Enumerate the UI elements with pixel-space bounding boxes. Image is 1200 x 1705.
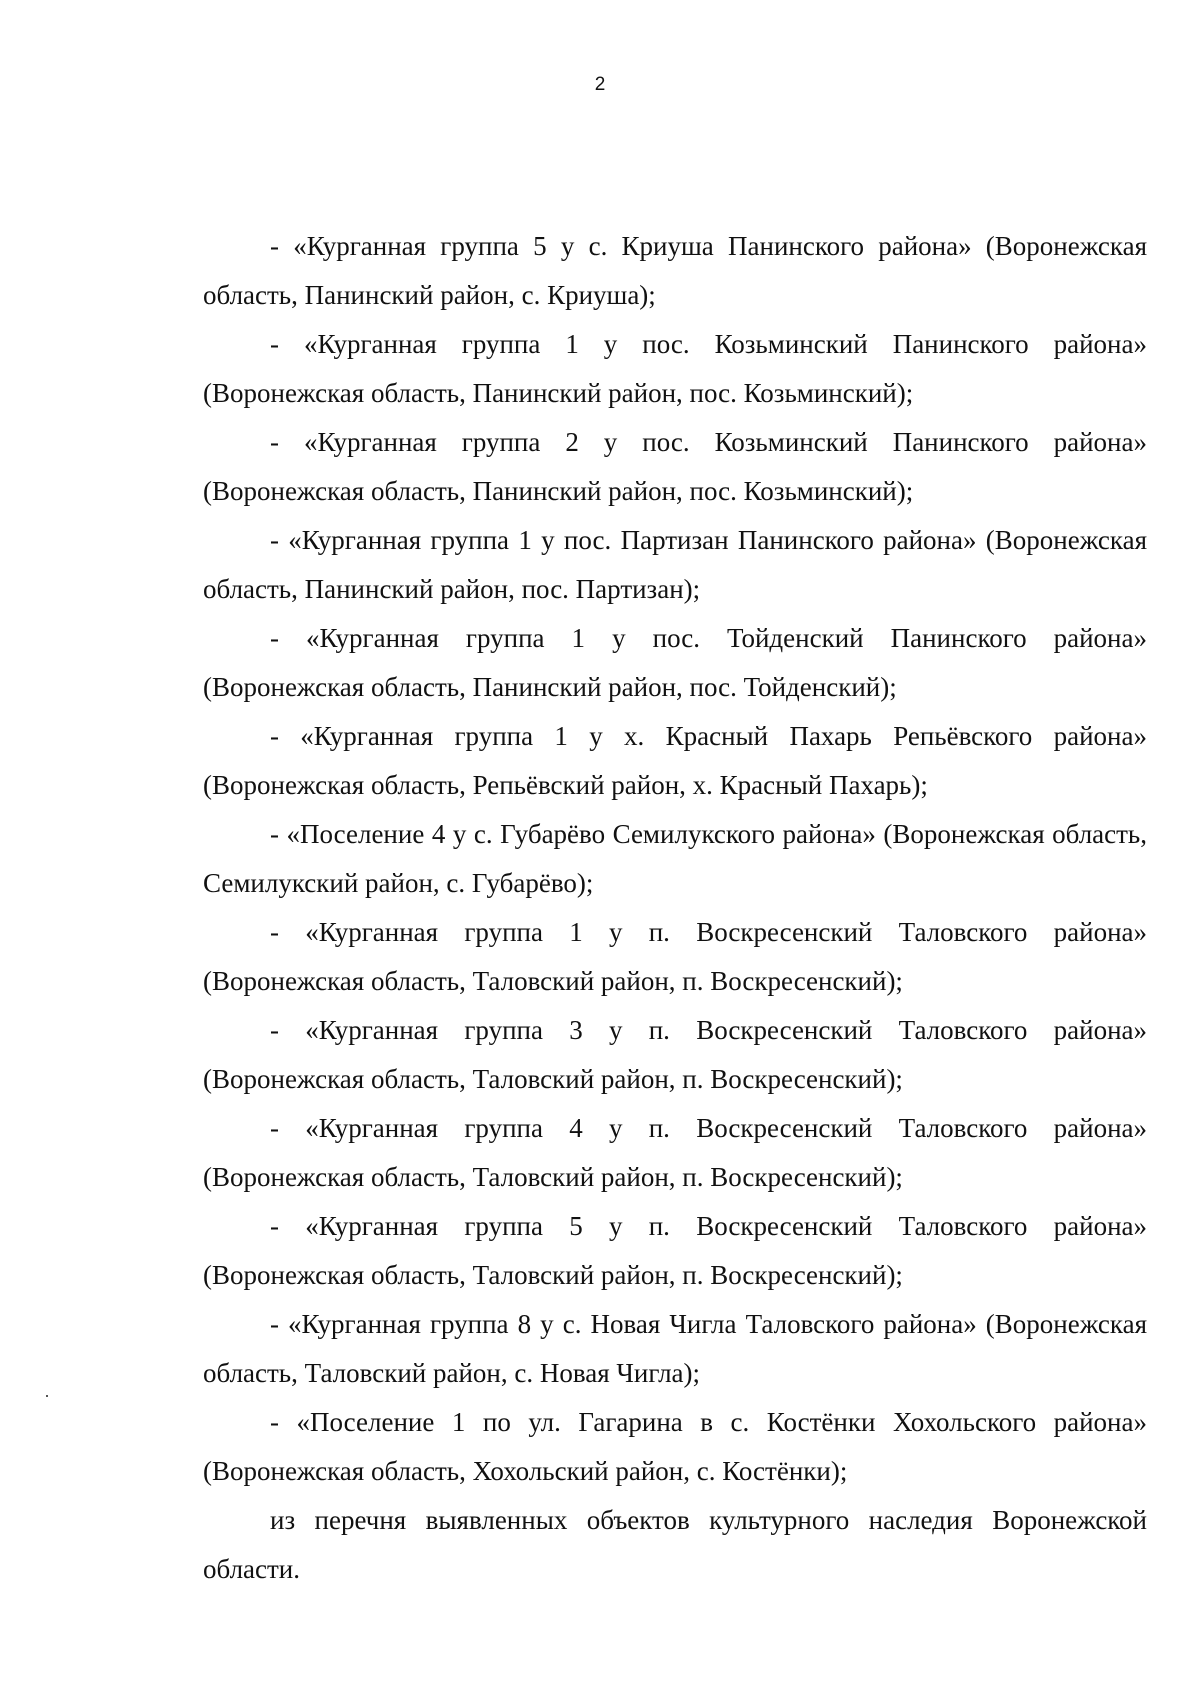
list-item: - «Курганная группа 5 у п. Воскресенский Таловского района» (Воронежская область, Таловский район, п. Воскресенский); [203,1211,1147,1290]
list-item: - «Курганная группа 1 у х. Красный Пахарь Репьёвского района» (Воронежская область, Репьёвский район, х. Красный Пахарь); [203,721,1147,800]
list-item: - «Курганная группа 1 у пос. Козьминский Панинского района» (Воронежская область, Панинский район, пос. Козьминский); [203,329,1147,408]
list-item: - «Курганная группа 3 у п. Воскресенский Таловского района» (Воронежская область, Таловский район, п. Воскресенский); [203,1015,1147,1094]
list-item: - «Курганная группа 1 у пос. Партизан Панинского района» (Воронежская область, Панинский район, пос. Партизан); [203,525,1147,604]
scan-speck [46,1395,48,1397]
list-item: - «Курганная группа 1 у п. Воскресенский Таловского района» (Воронежская область, Таловский район, п. Воскресенский); [203,917,1147,996]
list-item: - «Курганная группа 5 у с. Криуша Панинского района» (Воронежская область, Панинский район, с. Криуша); [203,231,1147,310]
document-body [203,222,1147,1594]
closing-paragraph: из перечня выявленных объектов культурного наследия Воронежской области. [203,1505,1147,1584]
list-item: - «Курганная группа 8 у с. Новая Чигла Таловского района» (Воронежская область, Таловский район, с. Новая Чигла); [203,1309,1147,1388]
list-item: - «Курганная группа 1 у пос. Тойденский Панинского района» (Воронежская область, Панинский район, пос. Тойденский); [203,623,1147,702]
page-number: 2 [594,74,606,95]
list-item: - «Курганная группа 2 у пос. Козьминский Панинского района» (Воронежская область, Панинский район, пос. Козьминский); [203,427,1147,506]
list-item: - «Поселение 1 по ул. Гагарина в с. Костёнки Хохольского района» (Воронежская область, Хохольский район, с. Костёнки); [203,1407,1147,1486]
list-item: - «Курганная группа 4 у п. Воскресенский Таловского района» (Воронежская область, Таловский район, п. Воскресенский); [203,1113,1147,1192]
list-item: - «Поселение 4 у с. Губарёво Семилукского района» (Воронежская область, Семилукский район, с. Губарёво); [203,819,1147,898]
